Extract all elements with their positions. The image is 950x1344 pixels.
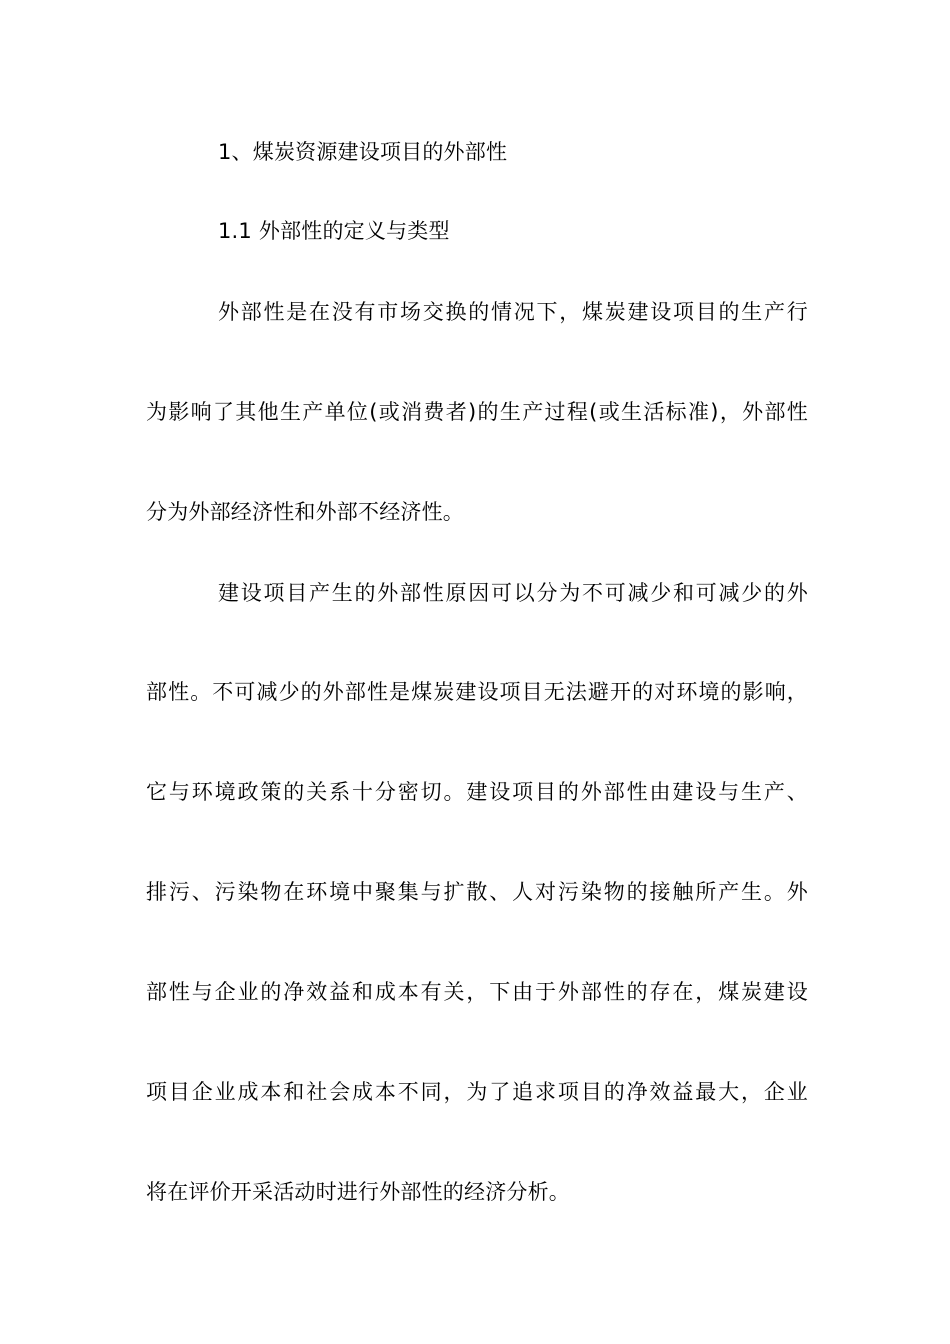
section-heading: 1、煤炭资源建设项目的外部性 — [218, 140, 508, 164]
paragraph-line: 分为外部经济性和外部不经济性。 — [146, 500, 464, 524]
paragraph-line: 外部性是在没有市场交换的情况下，煤炭建设项目的生产行 — [218, 300, 808, 324]
paragraph-line: 建设项目产生的外部性原因可以分为不可减少和可减少的外 — [218, 581, 808, 605]
paragraph-line: 为影响了其他生产单位(或消费者)的生产过程(或生活标准)，外部性 — [146, 400, 808, 424]
paragraph-line: 部性与企业的净效益和成本有关，下由于外部性的存在，煤炭建设 — [146, 980, 808, 1004]
paragraph-line: 项目企业成本和社会成本不同，为了追求项目的净效益最大，企业 — [146, 1080, 808, 1104]
paragraph-line: 它与环境政策的关系十分密切。建设项目的外部性由建设与生产、 — [146, 780, 808, 804]
paragraph-line: 部性。不可减少的外部性是煤炭建设项目无法避开的对环境的影响， — [146, 680, 808, 704]
subsection-heading: 1.1 外部性的定义与类型 — [218, 219, 450, 243]
paragraph-line: 将在评价开采活动时进行外部性的经济分析。 — [146, 1180, 570, 1204]
paragraph-line: 排污、污染物在环境中聚集与扩散、人对污染物的接触所产生。外 — [146, 880, 808, 904]
